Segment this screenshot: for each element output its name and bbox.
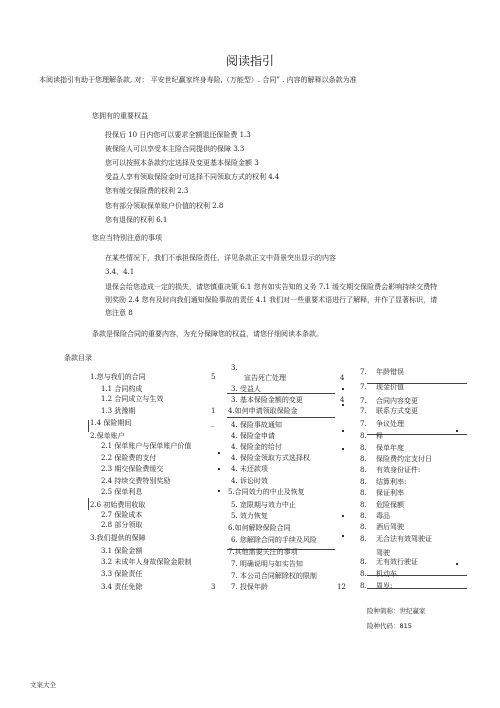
toc-entry: 4. 未还款项	[231, 465, 268, 473]
toc-entry: 毒品	[376, 512, 390, 520]
toc-entry: 3.我们提供的保障	[90, 534, 146, 542]
rights-heading: 您拥有的重要权益	[92, 112, 148, 120]
tick-mark	[342, 515, 344, 517]
toc-prefix: 8.	[360, 478, 367, 486]
closing-text: 条款是保险合同的重要内容，为充分保障您的权益，请您仔细阅读本条款。	[92, 330, 323, 338]
tick-mark	[218, 452, 220, 454]
rights-item: 投保后 10 日内您可以要求全额退还保险费 1.3	[105, 131, 251, 139]
toc-entry: 1.1 合同构成	[101, 385, 143, 393]
rights-item: 您可以按照本条款约定选择及变更基本保险金额 3	[105, 159, 259, 168]
toc-entry: 3.4 责任免除	[101, 583, 143, 591]
toc-entry: 2.8 部分领取	[101, 521, 143, 529]
toc-entry: 1.您与我们的合同	[90, 373, 146, 381]
toc-entry: 1.2 合同成立与生效	[101, 395, 164, 403]
toc-entry: 释	[376, 432, 383, 440]
toc-entry: 2.7 保险成本	[101, 511, 143, 519]
toc-entry: 1.4 保险期间	[90, 419, 132, 427]
toc-entry: 4.如何申请领取保险金	[228, 407, 298, 415]
toc-entry: 周岁:	[376, 582, 393, 590]
toc-prefix: 7.	[360, 420, 367, 428]
toc-entry: 4. 保险金申请	[231, 432, 275, 440]
toc-entry: 有效身份证件:	[376, 466, 421, 474]
toc-entry: 7. 明确说明与如实告知	[231, 560, 303, 568]
rights-item: 您有部分领取保单账户价值的权利 2.8	[105, 201, 224, 210]
toc-prefix: 8.	[360, 432, 367, 440]
toc-entry: 3.1 保险金额	[101, 547, 143, 555]
toc-entry: 现金价值	[376, 383, 404, 391]
toc-entry: 6.如何解除保险合同	[228, 524, 291, 532]
toc-page-number: 4	[340, 374, 345, 382]
toc-entry: 危险保额	[376, 501, 404, 509]
toc-page-number: 4	[340, 396, 345, 404]
notes-paragraph-2-line-3: 您注意 8	[105, 309, 133, 317]
toc-prefix: 8.	[360, 489, 367, 497]
toc-entry: 酒后驾驶	[376, 523, 404, 531]
notes-paragraph-1-ref: 3.4、4.1	[105, 268, 135, 276]
toc-entry: 无有效行驶证	[376, 558, 418, 566]
toc-label: 条款目录	[64, 354, 92, 362]
toc-entry: 1.3 犹豫期	[101, 407, 136, 415]
toc-prefix: 7.	[360, 397, 367, 405]
toc-entry: 4. 保险金领取方式选择权	[231, 454, 310, 462]
toc-entry: 2.5 保单利息	[101, 488, 143, 496]
toc-prefix: 8.	[360, 570, 367, 578]
toc-entry: 5. 效力恢复	[231, 512, 268, 520]
toc-prefix: 8.	[360, 444, 367, 452]
tick-mark	[342, 448, 344, 450]
toc-prefix: 8.	[360, 523, 367, 531]
tick-mark	[218, 468, 220, 470]
rights-item: 被保险人可以享受本主险合同提供的保障 3.3	[105, 145, 245, 154]
rights-item: 您有缓交保险费的权利 2.3	[105, 187, 189, 196]
toc-entry: 合同内容变更	[376, 397, 418, 405]
toc-entry: 宣告死亡处理	[244, 374, 286, 382]
toc-entry: 结算利率:	[376, 478, 407, 486]
toc-prefix: 7.	[360, 383, 367, 391]
toc-separator	[88, 498, 89, 510]
toc-entry: 2.3 期交保险费缓交	[101, 465, 164, 473]
toc-entry: 3. 受益人	[231, 385, 261, 393]
toc-prefix: 8.	[360, 501, 367, 509]
toc-entry: 3.	[231, 364, 238, 372]
tick-mark	[342, 388, 344, 390]
toc-entry: 保单年度	[376, 444, 404, 452]
notes-paragraph-2-line-2: 别奖励 2.4 您有及时向我们通知保险事故的责任 4.1 我们对一些重要术语进行了解释，并作了显著标识，请	[105, 296, 438, 304]
toc-page-number: 3	[211, 583, 216, 591]
footer-text: 文案大全	[30, 681, 56, 689]
toc-entry: 4. 保险金的给付	[231, 443, 282, 451]
toc-prefix: 7.	[360, 407, 367, 415]
toc-entry: 年龄错误	[376, 368, 404, 376]
product-code: 险种代码：815	[367, 622, 412, 630]
intro-text: 本阅读指引有助于您理解条款, 对： 平安世纪赢家终身寿险,（万能型）. 合同” . 内容的解释以条款为准	[39, 76, 357, 84]
rights-item: 受益人享有领取保险金时可选择不同领取方式的权利 4.4	[105, 173, 280, 182]
toc-entry: 保险费约定支付日	[376, 455, 432, 463]
toc-entry: 驾驶	[376, 549, 390, 557]
toc-page-number: 5	[211, 373, 216, 381]
toc-entry: 无合法有效驾驶证	[376, 535, 432, 543]
tick-mark	[456, 430, 458, 432]
toc-entry: 2.6 初始费用收取	[90, 501, 146, 509]
notes-heading: 您应当特别注意的事项	[92, 234, 162, 242]
tick-mark	[342, 430, 344, 432]
toc-entry: 2.2 保险费的支付	[101, 454, 157, 462]
toc-prefix: 8.	[360, 582, 367, 590]
toc-entry: 5.合同效力的中止及恢复	[228, 488, 305, 496]
toc-entry: 7. 本公司合同解除权的限制	[231, 572, 317, 580]
toc-page-number: _	[211, 419, 215, 427]
toc-prefix: 8.	[360, 455, 367, 463]
toc-entry: 联系方式变更	[376, 407, 418, 415]
tick-mark	[342, 404, 344, 406]
toc-prefix: 8.	[360, 558, 367, 566]
tick-mark	[456, 563, 458, 565]
toc-entry: 机动车	[376, 570, 397, 578]
tick-mark	[342, 535, 344, 537]
toc-entry: 2.保单账户	[90, 432, 125, 440]
toc-entry: 7. 投保年龄	[231, 583, 268, 591]
toc-page-number: 12	[337, 583, 346, 591]
toc-entry: 争议处理	[376, 420, 404, 428]
toc-entry: 3.2 未成年人身故保险金限制	[101, 558, 192, 566]
toc-entry: 3. 基本保险金额的变更	[231, 396, 303, 404]
toc-separator	[88, 420, 89, 432]
toc-entry: 7.其他需要关注的事项	[228, 548, 298, 556]
toc-entry: 2.1 保单账户与保单账户价值	[101, 442, 192, 450]
toc-prefix: 7.	[360, 368, 367, 376]
toc-prefix: 8.	[360, 535, 367, 543]
toc-entry: 4. 诉讼时效	[231, 477, 268, 485]
toc-prefix: 8.	[360, 466, 367, 474]
toc-page-number: 1	[211, 407, 216, 415]
rights-item: 您有退保的权利 6.1	[105, 215, 168, 224]
toc-entry: 3.3 保险责任	[101, 570, 143, 578]
tick-mark	[218, 490, 220, 492]
toc-entry: 保证利率	[376, 489, 404, 497]
product-name: 险种简称：世纪赢家	[367, 607, 426, 615]
toc-entry: 6. 您解除合同的手续及风险	[231, 536, 317, 544]
notes-paragraph-1: 在某些情况下，我们不承担保险责任，详见条款正文中背景突出显示的内容	[105, 254, 336, 262]
toc-separator	[227, 417, 335, 418]
notes-paragraph-2-line-1: 退保会给您造成一定的损失，请您慎重决策 6.1 您有如实告知的义务 7.1 缓交期交保险费会影响持续交费特	[105, 283, 438, 291]
toc-entry: 5. 宽限期与效力中止	[231, 501, 296, 509]
page-title: 阅读指引	[225, 54, 274, 68]
toc-entry: 2.4 持续交费特别奖励	[101, 477, 171, 485]
toc-entry: 4. 保险事故通知	[231, 421, 282, 429]
toc-prefix: 8.	[360, 512, 367, 520]
